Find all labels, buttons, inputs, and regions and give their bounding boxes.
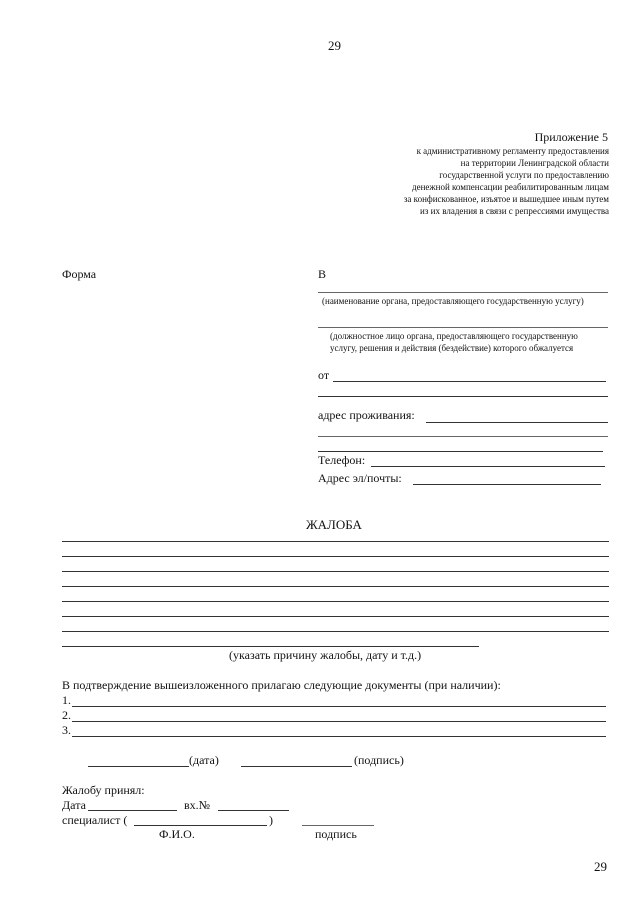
- appendix-line: из их владения в связи с репрессиями имущества: [420, 206, 609, 216]
- incoming-number-label: вх.№: [184, 798, 211, 812]
- from-line-2: [318, 396, 608, 397]
- from-label: от: [318, 368, 330, 382]
- email-line: [413, 484, 601, 485]
- appendix-line: на территории Ленинградской области: [460, 158, 609, 168]
- doc-line: [72, 721, 606, 722]
- accepted-date-label: Дата: [62, 798, 86, 812]
- doc-item-number: 3.: [62, 723, 71, 737]
- signature-caption: (подпись): [354, 753, 404, 767]
- specialist-name-line: [134, 825, 267, 826]
- appendix-line: за конфискованное, изъятое и вышедшее иным путем: [403, 194, 609, 204]
- complaint-line: [62, 541, 609, 542]
- complaint-line: [62, 601, 609, 602]
- specialist-label: специалист (: [62, 813, 128, 827]
- accepted-date-line: [88, 810, 177, 811]
- phone-label: Телефон:: [318, 453, 366, 467]
- specialist-signature-line: [302, 825, 374, 826]
- appendix-line: денежной компенсации реабилитированным лицам: [412, 182, 609, 192]
- official-caption-1: (должностное лицо органа, предоставляющего государственную: [330, 331, 578, 341]
- accepted-signature-caption: подпись: [315, 827, 357, 841]
- from-line: [333, 381, 606, 382]
- doc-line: [72, 736, 606, 737]
- fio-caption: Ф.И.О.: [159, 827, 195, 841]
- phone-line: [371, 466, 605, 467]
- appendix-line: к административному регламенту предоставления: [416, 146, 609, 156]
- complaint-title: ЖАЛОБА: [306, 517, 362, 532]
- doc-item-number: 1.: [62, 693, 71, 707]
- form-label: Форма: [62, 267, 97, 281]
- specialist-close-paren: ): [269, 813, 273, 827]
- address-line-3: [318, 451, 603, 452]
- appendix-title: Приложение 5: [534, 130, 608, 144]
- complaint-line: [62, 586, 609, 587]
- page-number-bottom: 29: [594, 859, 607, 874]
- accepted-title: Жалобу принял:: [62, 783, 145, 797]
- complaint-line: [62, 646, 479, 647]
- complaint-line: [62, 616, 609, 617]
- complaint-line: [62, 571, 609, 572]
- doc-line: [72, 706, 606, 707]
- complaint-line: [62, 556, 609, 557]
- reason-caption: (указать причину жалобы, дату и т.д.): [229, 648, 422, 662]
- official-caption-2: услугу, решения и действия (бездействие) которого обжалуется: [330, 343, 574, 353]
- complaint-line: [62, 631, 609, 632]
- email-label: Адрес эл/почты:: [318, 471, 402, 485]
- address-label: адрес проживания:: [318, 408, 415, 422]
- signature-line: [241, 766, 352, 767]
- date-line: [88, 766, 189, 767]
- page-number-top: 29: [328, 38, 341, 53]
- addressee-to-label: В: [318, 267, 327, 281]
- official-line: [318, 327, 608, 328]
- address-line: [426, 422, 608, 423]
- address-line-2: [318, 436, 608, 437]
- appendix-line: государственной услуги по предоставлению: [439, 170, 609, 180]
- org-name-line: [318, 292, 608, 293]
- org-caption: (наименование органа, предоставляющего государственную услугу): [322, 296, 584, 306]
- doc-item-number: 2.: [62, 708, 71, 722]
- date-caption: (дата): [189, 753, 219, 767]
- documents-intro: В подтверждение вышеизложенного прилагаю следующие документы (при наличии):: [62, 678, 501, 692]
- incoming-number-line: [218, 810, 289, 811]
